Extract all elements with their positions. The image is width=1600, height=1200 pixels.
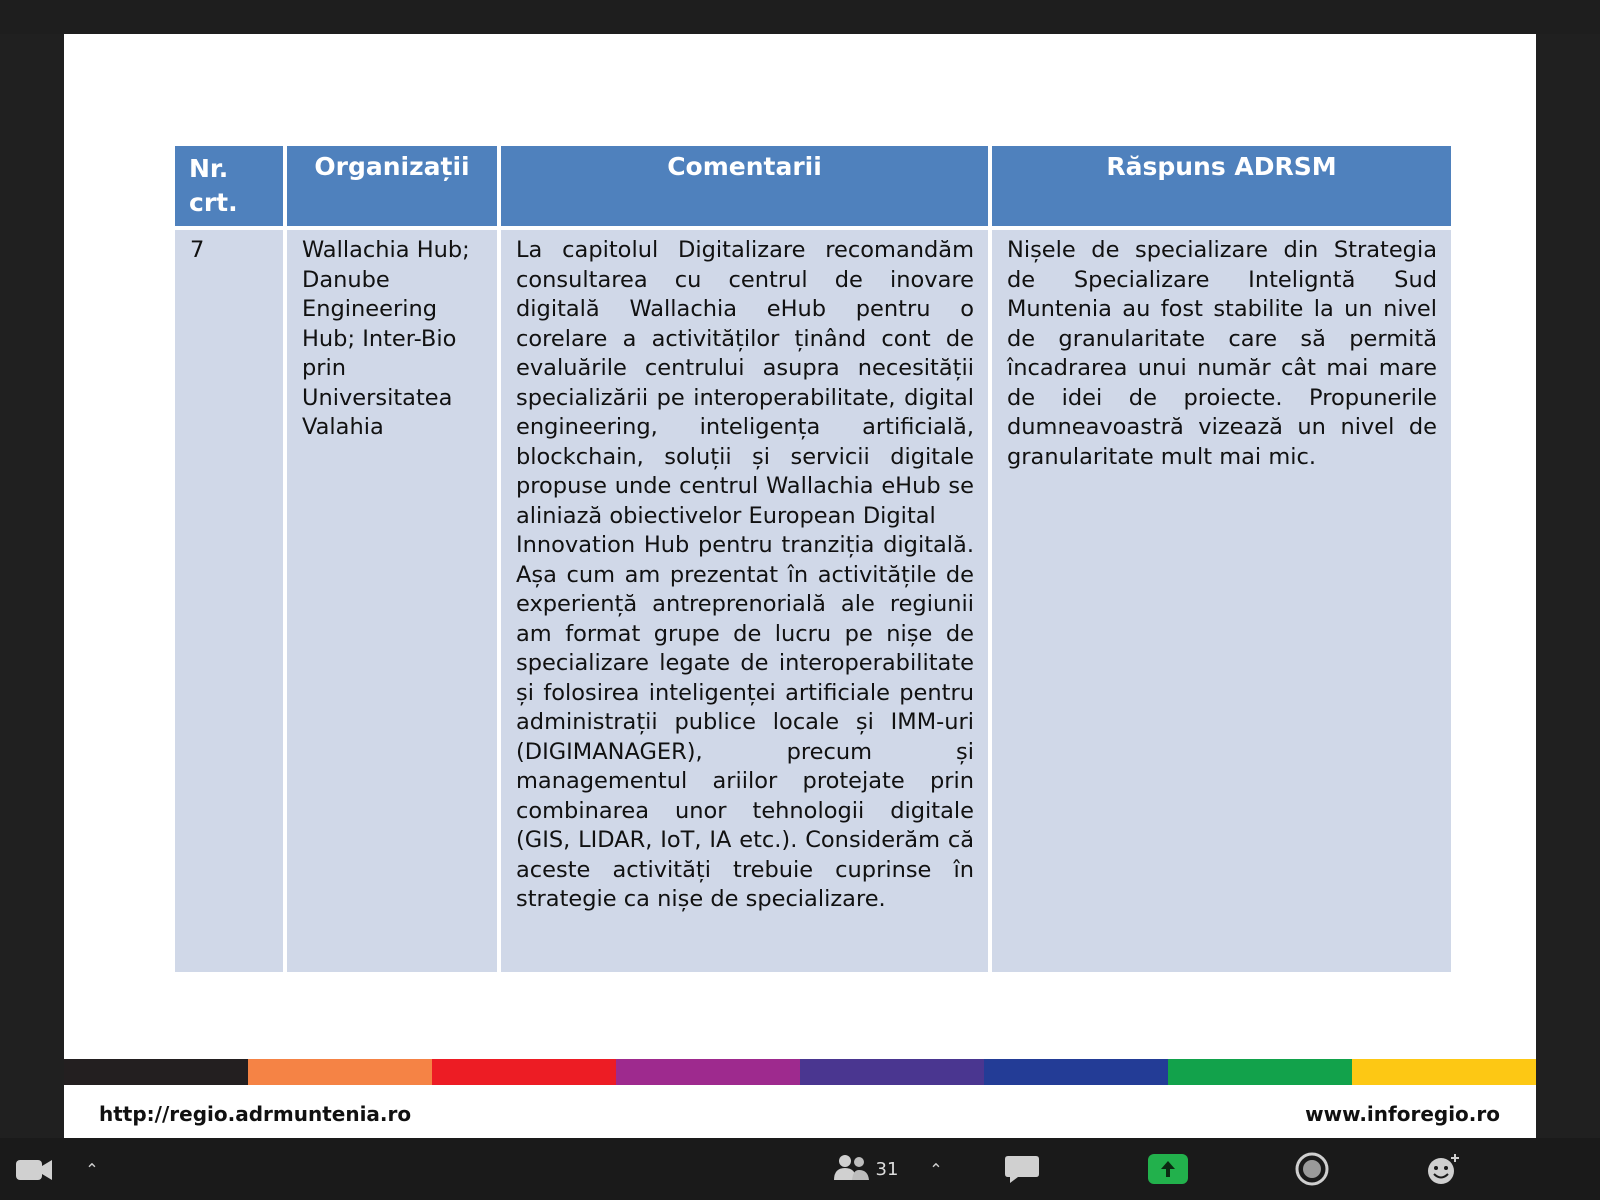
footer-url-right: www.inforegio.ro <box>1305 1102 1500 1126</box>
footer-url-left: http://regio.adrmuntenia.ro <box>99 1102 412 1126</box>
participants-options-chevron-icon[interactable]: ⌃ <box>929 1159 943 1179</box>
participants-icon <box>832 1153 872 1185</box>
stripe-segment <box>1352 1059 1536 1085</box>
header-nr: Nr. crt. <box>175 146 283 226</box>
meeting-toolbar <box>0 1138 1600 1200</box>
record-icon[interactable] <box>1290 1150 1334 1188</box>
reactions-icon[interactable] <box>1422 1150 1466 1188</box>
shared-slide <box>64 34 1536 1138</box>
header-response: Răspuns ADRSM <box>992 146 1451 226</box>
color-stripe-bar <box>64 1059 1536 1085</box>
participants-button[interactable] <box>830 1150 900 1188</box>
header-comments: Comentarii <box>501 146 988 226</box>
stripe-segment <box>616 1059 800 1085</box>
stripe-segment <box>64 1059 248 1085</box>
stripe-segment <box>1168 1059 1352 1085</box>
stripe-segment <box>984 1059 1168 1085</box>
cell-response: Nișele de specializare din Strategia de Specializare Inteligntă Sud Muntenia au fost stabilite la un nivel de granularitate care să permită încadrarea unui număr cât mai mare de idei de proiecte. Propunerile dumneavoastră vizează un nivel de granularitate mult mai mic. <box>992 230 1451 972</box>
video-camera-icon[interactable] <box>12 1150 56 1188</box>
stripe-segment <box>800 1059 984 1085</box>
participants-count: 31 <box>875 1158 899 1180</box>
cell-nr: 7 <box>175 230 283 972</box>
stripe-segment <box>248 1059 432 1085</box>
stripe-segment <box>432 1059 616 1085</box>
cell-comments <box>501 230 988 972</box>
chat-icon[interactable] <box>1000 1150 1044 1188</box>
share-screen-icon[interactable] <box>1146 1150 1190 1188</box>
video-options-chevron-icon[interactable]: ⌃ <box>85 1159 99 1179</box>
comment-paragraph-2: Innovation Hub pentru tranziția digitală. Așa cum am prezentat în activitățile de experiență antreprenorială ale regiunii am format grupe de lucru pe nișe de specializare legate de interoperabilitate și folosirea inteligenței artificiale pentru administrații publice locale și IMM-uri (DIGIMANAGER), precum și managementul ariilor protejate prin combinarea unor tehnologii digitale (GIS, LIDAR, IoT, IA etc.). Considerăm că aceste activități trebuie cuprinse în strategie ca nișe de specializare. <box>516 532 974 912</box>
comment-paragraph-1: La capitolul Digitalizare recomandăm consultarea cu centrul de inovare digitală Wallachia eHub pentru o corelare a activităților ținând cont de evaluările centrului asupra necesității specializării pe interoperabilitate, digital engineering, inteligența artificială, blockchain, soluții și servicii digitale propuse unde centrul Wallachia eHub se aliniază obiectivelor European Digital <box>516 237 974 529</box>
header-organizations: Organizații <box>287 146 497 226</box>
cell-organizations: Wallachia Hub; Danube Engineering Hub; Inter-Bio prin Universitatea Valahia <box>287 230 497 972</box>
top-bar <box>0 0 1600 34</box>
